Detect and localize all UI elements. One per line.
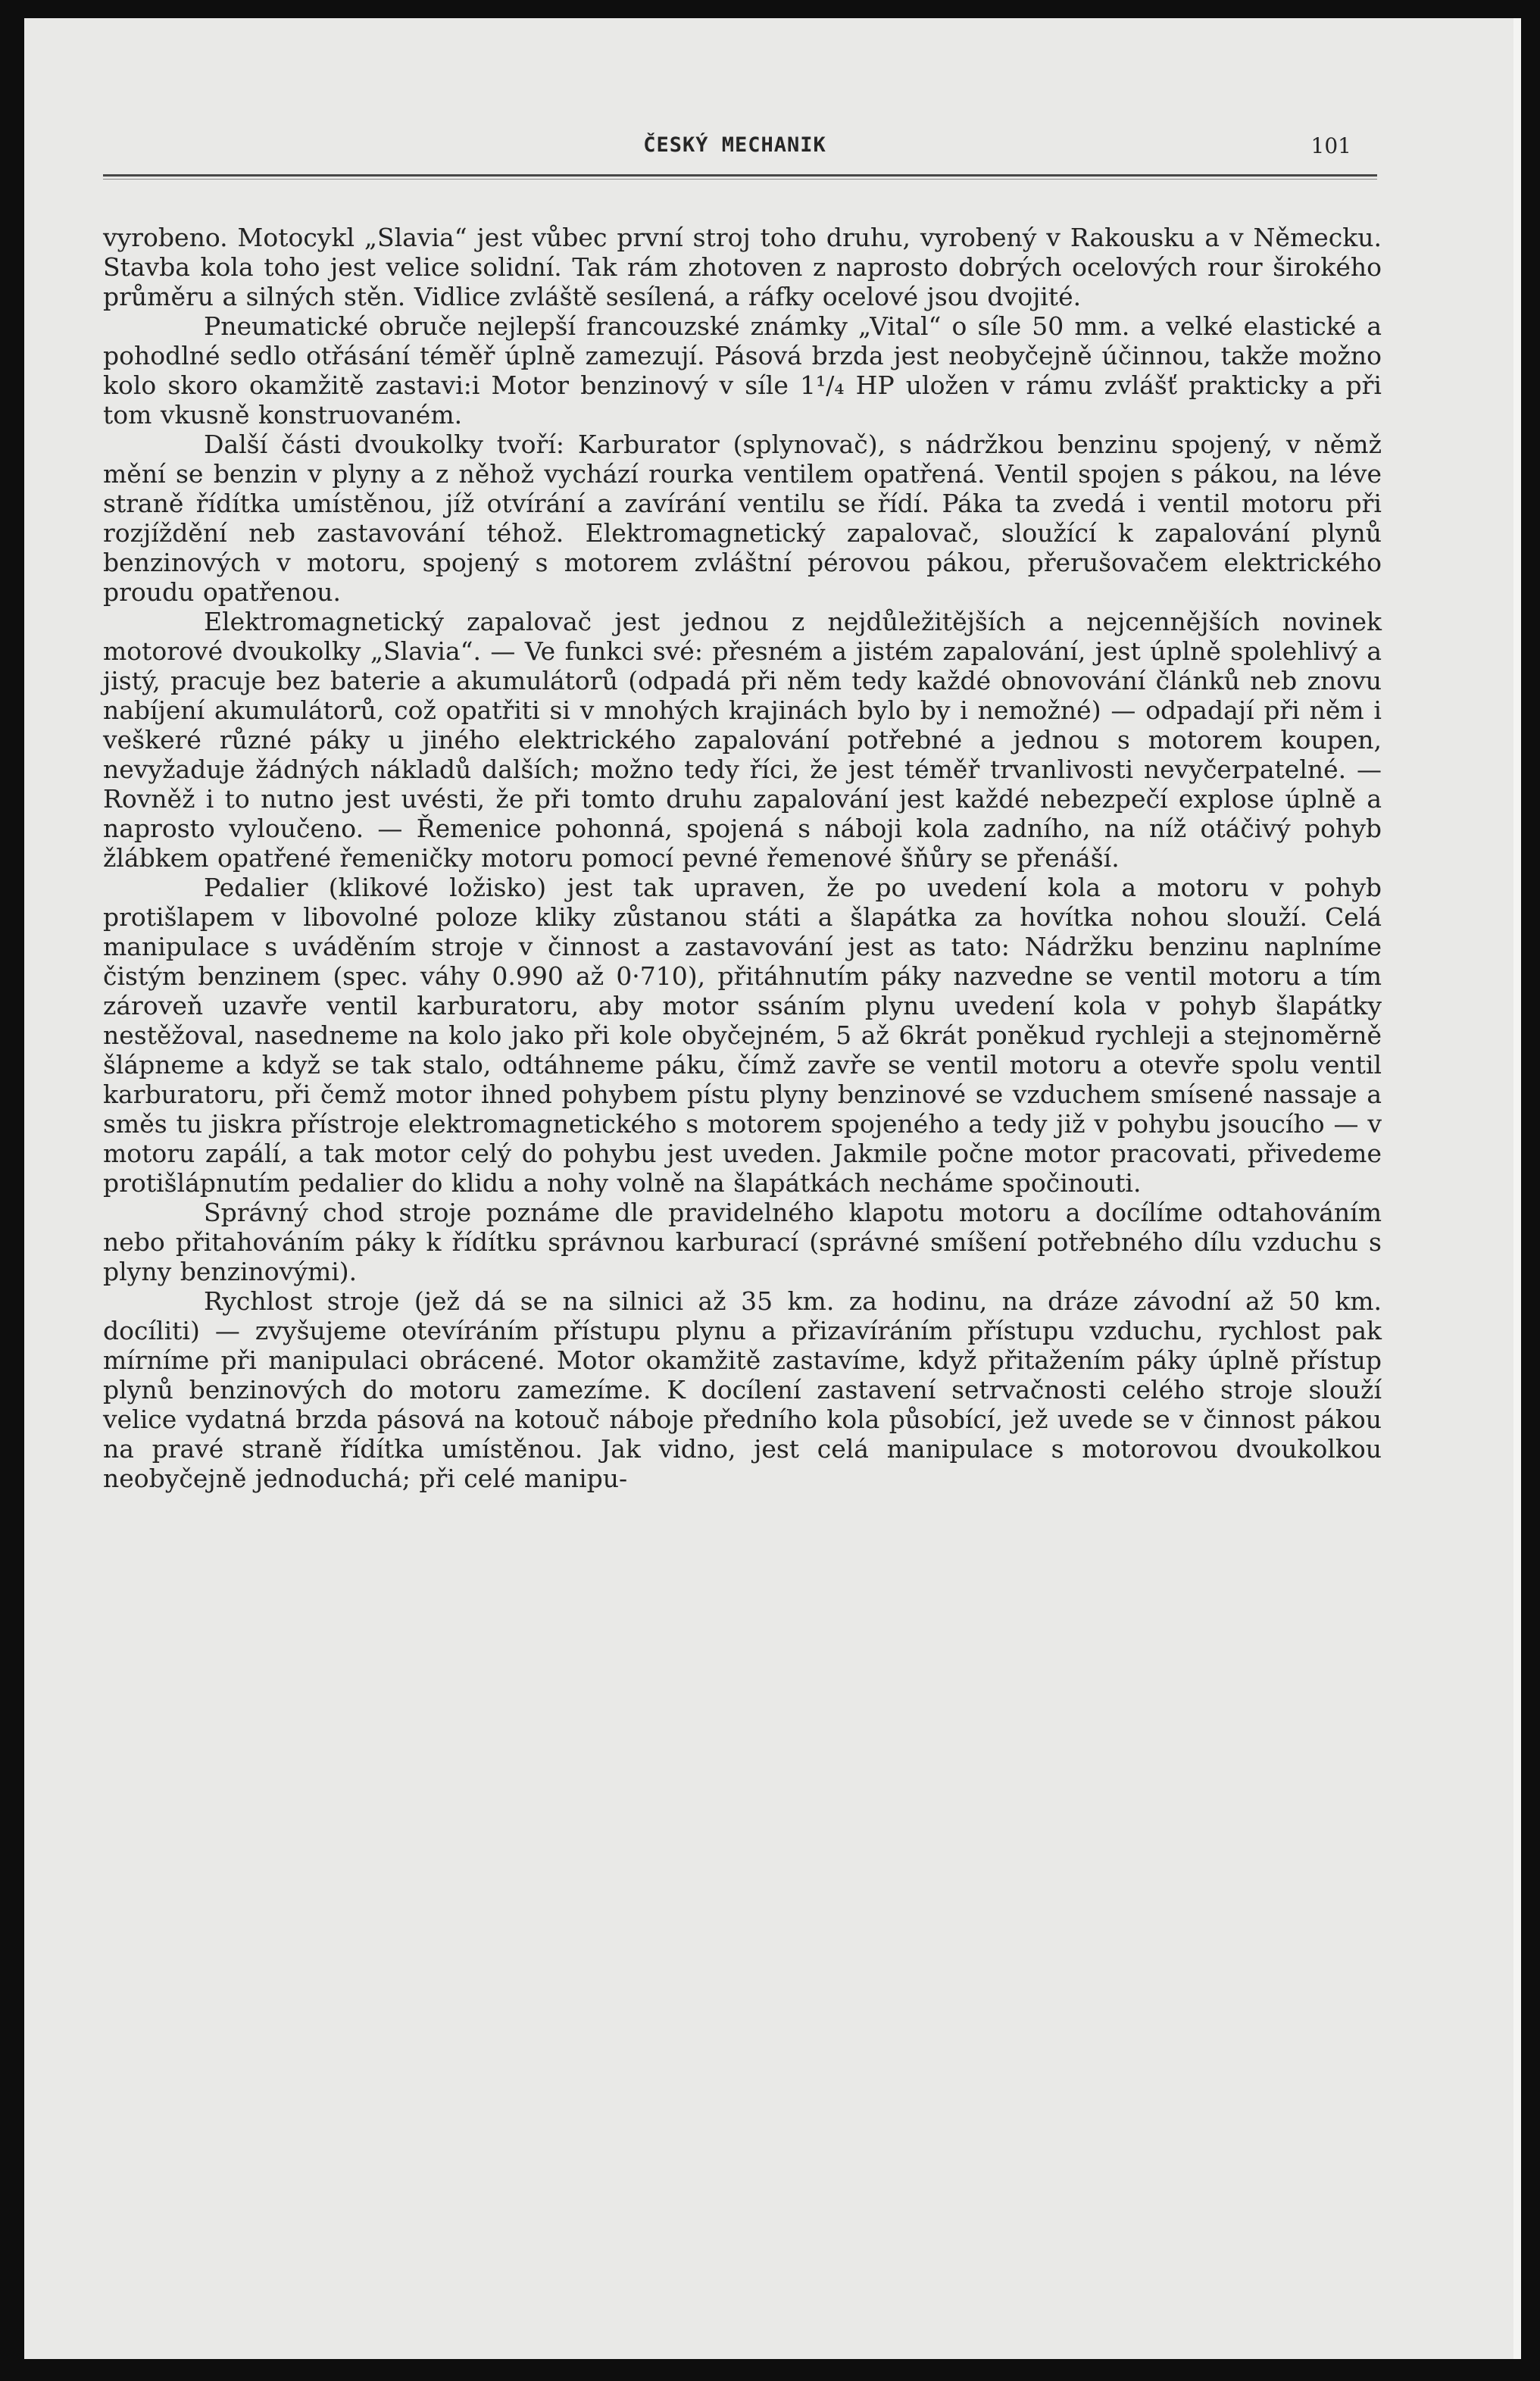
paragraph: Elektromagnetický zapalovač jest jednou z nejdůležitějších a nejcennějších novinek motorové dvoukolky „Slavia“. — Ve funkci své: přesném a jistém zapalování, jest úplně spolehlivý a jistý, pracuje bez baterie a akumulátorů (odpadá při něm tedy každé obnovování článků neb znovu nabíjení akumulátorů, což opatřiti si v mnohých krajinách bylo by i nemožné) — odpadají při něm i veškeré různé páky u jiného elektrického zapalování potřebné a jednou s motorem koupen, nevyžaduje žádných nákladů dalších; možno tedy říci, že jest téměř trvanlivosti nevyčerpatelné. — Rovněž i to nutno jest uvésti, že při tomto druhu zapalování jest každé nebezpečí explose úplně a naprosto vyloučeno. — Řemenice pohonná, spojená s náboji kola zadního, na níž otáčivý pohyb žlábkem opatřené řemeničky motoru pomocí pevné řemenové šňůry se přenáší.	[103, 607, 1382, 873]
paragraph: Pneumatické obruče nejlepší francouzské známky „Vital“ o síle 50 mm. a velké elastické a pohodlné sedlo otřásání téměř úplně zamezují. Pásová brzda jest neobyčejně účinnou, takže možno kolo skoro okamžitě zastavi:i Motor benzinový v síle 1¹/₄ HP uložen v rámu zvlášť prakticky a při tom vkusně konstruovaném.	[103, 311, 1382, 430]
article-body	[103, 223, 1382, 1493]
paragraph: Rychlost stroje (jež dá se na silnici až 35 km. za hodinu, na dráze závodní až 50 km. docíliti) — zvyšujeme otevíráním přístupu plynu a přizavíráním přístupu vzduchu, rychlost pak mírníme při manipulaci obrácené. Motor okamžitě zastavíme, když přitažením páky úplně přístup plynů benzinových do motoru zamezíme. K docílení zastavení setrvačnosti celého stroje slouží velice vydatná brzda pásová na kotouč náboje předního kola působící, jež uvede se v činnost pákou na pravé straně řídítka umístěnou. Jak vidno, jest celá manipulace s motorovou dvoukolkou neobyčejně jednoduchá; při celé manipu-	[103, 1286, 1382, 1493]
page-number: 101	[1310, 133, 1351, 158]
paragraph: Další části dvoukolky tvoří: Karburator (splynovač), s nádržkou benzinu spojený, v němž mění se benzin v plyny a z něhož vychází rourka ventilem opatřená. Ventil spojen s pákou, na léve straně řídítka umístěnou, jíž otvírání a zavírání ventilu se řídí. Páka ta zvedá i ventil motoru při rozjíždění neb zastavování téhož. Elektromagnetický zapalovač, sloužící k zapalování plynů benzinových v motoru, spojený s motorem zvláštní pérovou pákou, přerušovačem elektrického proudu opatřenou.	[103, 430, 1382, 607]
header-rule	[103, 174, 1377, 180]
page-header	[103, 133, 1367, 164]
paragraph: Pedalier (klikové ložisko) jest tak upraven, že po uvedení kola a motoru v pohyb protišlapem v libovolné poloze kliky zůstanou státi a šlapátka za hovítka nohou slouží. Celá manipulace s uváděním stroje v činnost a zastavování jest as tato: Nádržku benzinu naplníme čistým benzinem (spec. váhy 0.990 až 0·710), přitáhnutím páky nazvedne se ventil motoru a tím zároveň uzavře ventil karburatoru, aby motor ssáním plynu uvedení kola v pohyb šlapátky nestěžoval, nasedneme na kolo jako při kole obyčejném, 5 až 6krát poněkud rychleji a stejnoměrně šlápneme a když se tak stalo, odtáhneme páku, čímž zavře se ventil motoru a otevře spolu ventil karburatoru, při čemž motor ihned pohybem pístu plyny benzinové se vzduchem smísené nassaje a směs tu jiskra přístroje elektromagnetického s motorem spojeného a tedy již v pohybu jsoucího — v motoru zapálí, a tak motor celý do pohybu jest uveden. Jakmile počne motor pracovati, přivedeme protišlápnutím pedalier do klidu a nohy volně na šlapátkách necháme spočinouti.	[103, 873, 1382, 1198]
running-title: ČESKÝ MECHANIK	[643, 133, 826, 157]
paragraph: vyrobeno. Motocykl „Slavia“ jest vůbec první stroj toho druhu, vyrobený v Rakousku a v Německu. Stavba kola toho jest velice solidní. Tak rám zhotoven z naprosto dobrých ocelových rour širokého průměru a silných stěn. Vidlice zvláště sesílená, a ráfky ocelové jsou dvojité.	[103, 223, 1382, 311]
paragraph: Správný chod stroje poznáme dle pravidelného klapotu motoru a docílíme odtahováním nebo přitahováním páky k řídítku správnou karburací (správné smíšení potřebného dílu vzduchu s plyny benzinovými).	[103, 1198, 1382, 1286]
